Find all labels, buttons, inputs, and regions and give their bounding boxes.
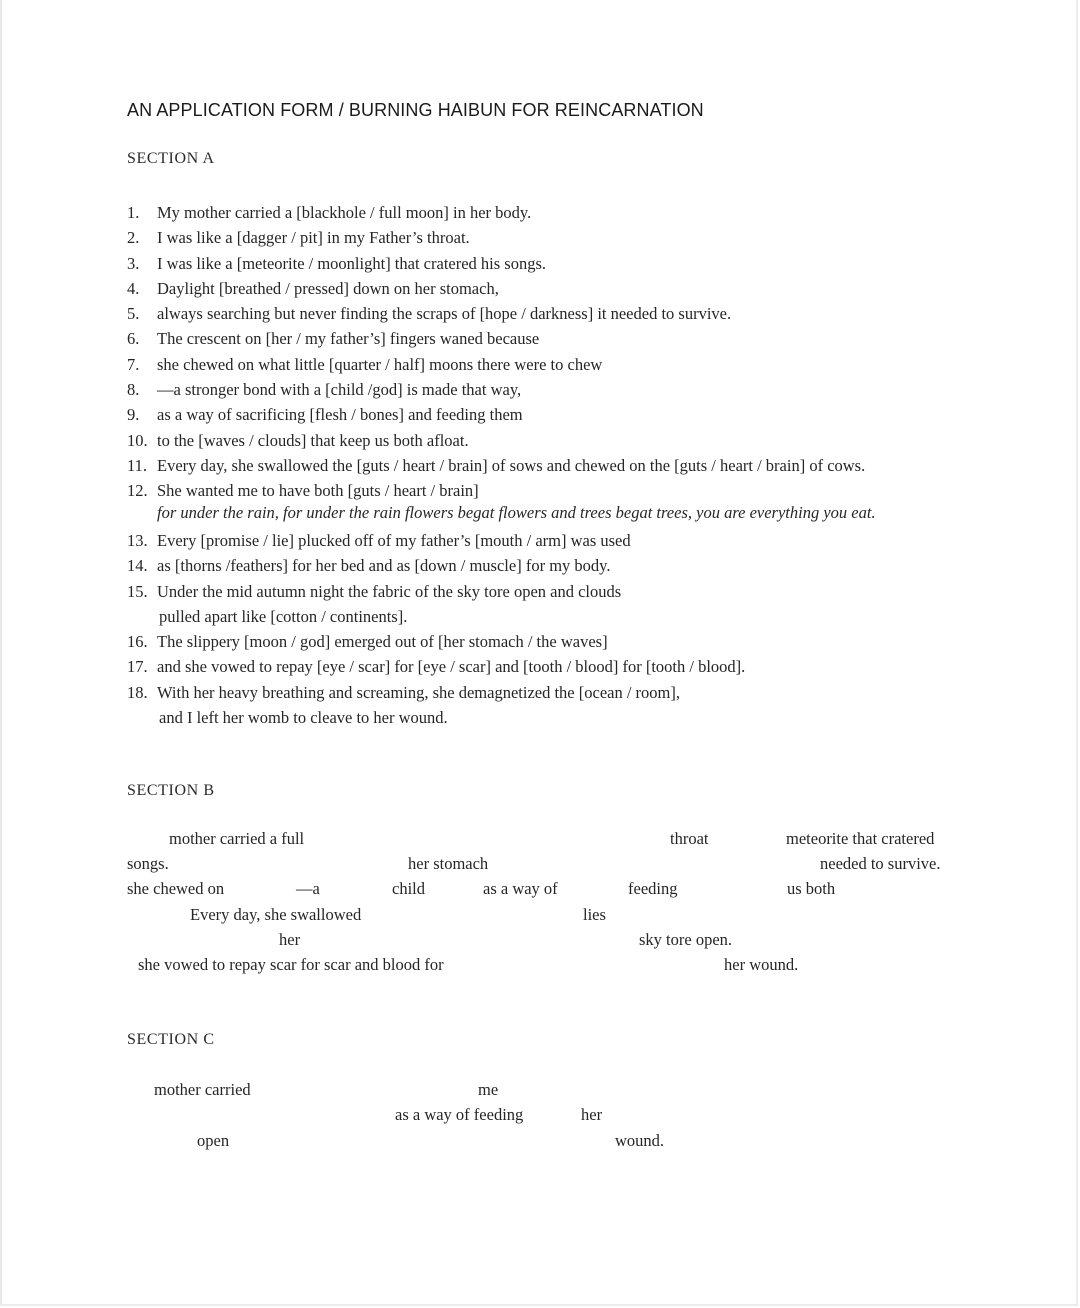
list-item <box>127 225 865 250</box>
item-number: 7. <box>127 354 140 374</box>
erasure-fragment: sky tore open. <box>639 930 733 949</box>
erasure-fragment: her wound. <box>724 955 799 974</box>
item-number: 17. <box>127 657 148 677</box>
list-item <box>127 276 865 301</box>
list-item-continuation <box>127 604 745 629</box>
item-number: 8. <box>127 380 140 400</box>
item-number: 5. <box>127 304 140 324</box>
erasure-fragment: needed to survive. <box>820 854 941 873</box>
item-text: With her heavy breathing and screaming, she demagnetized the [ocean / room], <box>157 682 681 702</box>
section-b-heading: SECTION B <box>127 782 215 799</box>
item-number: 16. <box>127 632 148 652</box>
erasure-fragment: open <box>197 1131 230 1150</box>
list-item <box>127 200 865 225</box>
section-c-heading: SECTION C <box>127 1031 215 1048</box>
item-text: as a way of sacrificing [flesh / bones] and feeding them <box>157 405 523 425</box>
list-item <box>127 428 865 453</box>
list-item <box>127 654 745 679</box>
erasure-fragment: her <box>581 1105 603 1124</box>
list-item <box>127 402 865 427</box>
item-text: —a stronger bond with a [child /god] is made that way, <box>157 380 522 400</box>
erasure-fragment: she chewed on <box>127 879 225 898</box>
erasure-fragment: mother carried <box>154 1080 251 1099</box>
erasure-fragment: meteorite that cratered <box>786 829 935 848</box>
item-text: she chewed on what little [quarter / half] moons there were to chew <box>157 354 603 374</box>
section-a-list <box>127 200 865 504</box>
item-text: Every day, she swallowed the [guts / heart / brain] of sows and chewed on the [guts / heart / brain] of cows. <box>157 455 866 475</box>
item-text: Every [promise / lie] plucked off of my father’s [mouth / arm] was used <box>157 531 631 550</box>
item-number: 4. <box>127 278 140 298</box>
erasure-fragment: her stomach <box>408 854 489 873</box>
erasure-fragment: feeding <box>628 879 678 898</box>
item-text: always searching but never finding the scraps of [hope / darkness] it needed to survive. <box>157 304 732 324</box>
item-text: Under the mid autumn night the fabric of the sky tore open and clouds <box>157 581 622 601</box>
item-text: to the [waves / clouds] that keep us both afloat. <box>157 430 469 450</box>
erasure-fragment: child <box>392 879 425 898</box>
item-text: and she vowed to repay [eye / scar] for [eye / scar] and [tooth / blood] for [tooth / blood]. <box>157 657 746 677</box>
item-number: 15. <box>127 581 148 601</box>
item-number: 10. <box>127 430 148 450</box>
erasure-fragment: her <box>279 930 301 949</box>
item-number: 1. <box>127 203 140 222</box>
list-item <box>127 251 865 276</box>
erasure-fragment: mother carried a full <box>169 829 305 848</box>
item-number: 14. <box>127 556 148 576</box>
list-item <box>127 528 745 553</box>
list-item <box>127 478 865 503</box>
erasure-fragment: —a <box>296 879 320 898</box>
item-text: She wanted me to have both [guts / heart / brain] <box>157 481 479 501</box>
list-item <box>127 301 865 326</box>
list-item <box>127 453 865 478</box>
item-number: 6. <box>127 329 140 349</box>
item-number: 11. <box>127 455 148 475</box>
item-text: I was like a [dagger / pit] in my Father’s throat. <box>157 228 470 248</box>
item-number: 2. <box>127 228 140 248</box>
item-text: pulled apart like [cotton / continents]. <box>159 606 408 626</box>
item-number: 3. <box>127 253 140 273</box>
section-a-heading: SECTION A <box>127 150 215 167</box>
document-title: AN APPLICATION FORM / BURNING HAIBUN FOR REINCARNATION <box>127 100 704 120</box>
item-text: I was like a [meteorite / moonlight] that cratered his songs. <box>157 253 547 273</box>
item-text: as [thorns /feathers] for her bed and as [down / muscle] for my body. <box>157 556 611 576</box>
list-item-continuation <box>127 705 745 730</box>
item-number: 13. <box>127 531 148 550</box>
erasure-fragment: throat <box>670 829 709 848</box>
item-text: and I left her womb to cleave to her wound. <box>159 708 448 728</box>
list-item <box>127 326 865 351</box>
italic-refrain: for under the rain, for under the rain flowers begat flowers and trees begat trees, you are everything you eat. <box>157 503 876 522</box>
item-text: The slippery [moon / god] emerged out of [her stomach / the waves] <box>157 632 608 652</box>
list-item <box>127 629 745 654</box>
item-number: 12. <box>127 481 148 501</box>
erasure-fragment: Every day, she swallowed <box>190 905 362 924</box>
erasure-fragment: me <box>478 1080 499 1099</box>
erasure-fragment: as a way of <box>483 879 558 898</box>
erasure-fragment: songs. <box>127 854 169 873</box>
item-text: The crescent on [her / my father’s] fingers waned because <box>157 329 540 349</box>
list-item <box>127 680 745 705</box>
item-text: Daylight [breathed / pressed] down on her stomach, <box>157 278 499 298</box>
item-text: My mother carried a [blackhole / full moon] in her body. <box>157 203 532 222</box>
erasure-fragment: lies <box>583 905 606 924</box>
item-number: 18. <box>127 682 148 702</box>
item-number: 9. <box>127 405 140 425</box>
erasure-fragment: she vowed to repay scar for scar and blood for <box>138 955 444 974</box>
erasure-fragment: as a way of feeding <box>395 1105 524 1124</box>
list-item <box>127 377 865 402</box>
list-item <box>127 352 865 377</box>
erasure-fragment: wound. <box>615 1131 665 1150</box>
erasure-fragment: us both <box>787 879 836 898</box>
list-item <box>127 579 745 604</box>
section-a-list-continued <box>127 528 745 730</box>
list-item <box>127 553 745 578</box>
